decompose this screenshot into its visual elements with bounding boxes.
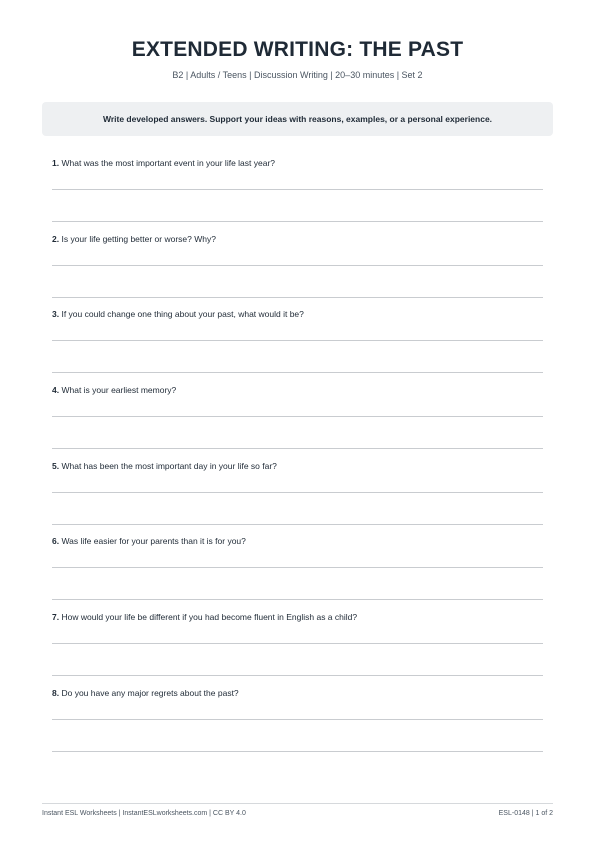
question-number: 6. [52, 536, 60, 547]
question-5 [52, 459, 543, 535]
question-prompt: Is your life getting better or worse? Why? [61, 233, 216, 244]
question-prompt: How would your life be different if you had become fluent in English as a child? [61, 612, 358, 623]
question-prompt: What has been the most important day in your life so far? [61, 460, 277, 471]
answer-line[interactable] [52, 416, 543, 417]
answer-line[interactable] [52, 221, 543, 222]
question-number: 1. [52, 158, 60, 168]
answer-line[interactable] [52, 492, 543, 493]
answer-line[interactable] [52, 340, 543, 341]
answer-line[interactable] [52, 448, 543, 449]
question-number: 8. [52, 687, 60, 698]
question-number: 3. [52, 309, 60, 320]
question-number: 4. [52, 385, 60, 396]
page-subtitle: B2 | Adults / Teens | Discussion Writing | 20–30 minutes | Set 2 [172, 70, 423, 80]
footer-credits: Instant ESL Worksheets | InstantESLworksheets.com | CC BY 4.0 [42, 810, 246, 817]
footer-divider [42, 803, 553, 804]
question-text [52, 309, 304, 319]
question-text [52, 612, 357, 622]
question-text [52, 158, 275, 168]
question-number: 7. [52, 612, 60, 623]
question-prompt: Do you have any major regrets about the past? [61, 687, 239, 698]
question-text [52, 385, 176, 395]
question-2 [52, 232, 543, 308]
answer-line[interactable] [52, 189, 543, 190]
question-6 [52, 534, 543, 610]
answer-line[interactable] [52, 675, 543, 676]
footer-page-number: ESL-0148 | 1 of 2 [498, 810, 553, 817]
answer-line[interactable] [52, 643, 543, 644]
answer-line[interactable] [52, 567, 543, 568]
question-prompt: If you could change one thing about your past, what would it be? [61, 309, 304, 320]
instructions-text: Write developed answers. Support your ideas with reasons, examples, or a personal experience. [102, 114, 493, 124]
answer-line[interactable] [52, 751, 543, 752]
question-3 [52, 307, 543, 383]
question-1 [52, 156, 543, 232]
page-title: EXTENDED WRITING: THE PAST [131, 38, 464, 61]
question-4 [52, 383, 543, 459]
instructions-box [42, 102, 553, 136]
answer-line[interactable] [52, 719, 543, 720]
answer-line[interactable] [52, 265, 543, 266]
question-text [52, 536, 246, 546]
question-number: 2. [52, 233, 60, 244]
answer-line[interactable] [52, 372, 543, 373]
question-text [52, 461, 277, 471]
question-prompt: What is your earliest memory? [61, 385, 177, 396]
question-7 [52, 610, 543, 686]
answer-line[interactable] [52, 297, 543, 298]
answer-line[interactable] [52, 599, 543, 600]
question-number: 5. [52, 460, 60, 471]
question-list [52, 156, 543, 762]
question-text [52, 234, 216, 244]
question-prompt: What was the most important event in your life last year? [61, 158, 276, 168]
question-prompt: Was life easier for your parents than it is for you? [61, 536, 246, 547]
answer-line[interactable] [52, 524, 543, 525]
question-8 [52, 686, 543, 762]
question-text [52, 688, 239, 698]
